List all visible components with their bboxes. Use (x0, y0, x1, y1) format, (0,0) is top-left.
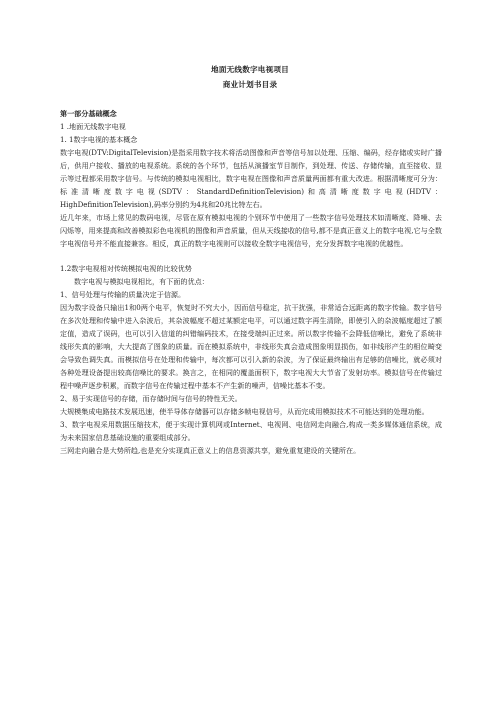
paragraph: 三网走向融合是大势所趋,也是充分实现真正意义上的信息资源共享，避免重复建设的关键所在。 (60, 445, 361, 455)
list-item-heading: 2、易于实现信号的存储，而存储时间与信号的特性无关。 (60, 393, 242, 403)
document-title: 地面无线数字电视项目 (211, 65, 289, 74)
paragraph: 大规模集成电路技术发展迅速，使半导体存储器可以存储多帧电视信号，从而完成用模拟技术不可能达到的处理功能。 (60, 406, 429, 416)
subsection-heading: 1.2数字电视相对传统模拟电视的比较优势 (60, 264, 192, 274)
paragraph: 近几年来，市场上常见的数码电视，尽管在原有模拟电视的个别环节中使用了一些数字信号处理技术如清晰度、降噪、去闪烁等，用来提高和改善模拟彩色电视机的图像和声音质量，但从天线接收的信号,都不是真正意义上的数字电视,它与全数字电视信号并不能直接兼容。相反，真正的数字电视则可以接收全数字电视信号，充分发挥数字电视的优越性。 (60, 212, 442, 248)
subsection-heading: 1. 1数字电视的基本概念 (60, 134, 138, 144)
paragraph-spacer (60, 250, 442, 263)
paragraph: 数字电视(DTV:DigitalTelevision)是指采用数字技术将活动图像和声音等信号加以处理、压缩、编码，经存储或实时广播后，供用户接收、播放的电视系统。系统的各个环节，包括从演播室节目制作，到处理、传送、存储传输，直至接收、显示等过程都采用数字信号。与传统的模拟电视相比，数字电视在图像和声音质量两面都有重大改进。根据清晰度可分为：标准清晰度数字电视(SDTV：StandardDefinitionTelevision)和高清晰度数字电视(HDTV：HighDefinitionTelevision),码率分别约为4兆和20兆比特左右。 (60, 147, 442, 209)
list-item-heading: 1、信号处理与传输的质量决定于信源。 (60, 290, 186, 300)
list-item-heading: 3、数字电视采用数据压缩技术，便于实现计算机网或Internet、电视网、电信网走向融合,构成一类多媒体通信系统，成为未来国家信息基础设施的重要组成部分。 (60, 419, 442, 442)
document-body (60, 108, 442, 458)
paragraph: 因为数字设备只输出1和0两个电平，恢复时不究大小，因而信号稳定，抗干扰强，非常适合远距离的数字传输。数字信号在多次处理和传输中进入杂波后，其杂波幅度不超过某额定电平，可以通过数字再生清除，即使引入的杂波幅度超过了额定值，造成了误码，也可以引入信道的纠错编码技术，在接受端纠正过来。所以数字传输不会降低信噪比，避免了系统非线形失真的影响，大大提高了图象的质量。而在模拟系统中，非线形失真会造成图象明显损伤，如非线形产生的相位畸变会导致色调失真。而模拟信号在处理和传输中，每次都可以引入新的杂波，为了保证最终输出有足够的信噪比，就必须对各种处理设备提出较高信噪比的要求。换言之，在相同的覆盖面积下，数字电视大大节省了发射功率。模拟信号在传输过程中噪声逐步积累，而数字信号在传输过程中基本不产生新的噪声，信噪比基本不变。 (60, 303, 442, 390)
document-subtitle: 商业计划书目录 (222, 80, 278, 89)
paragraph: 数字电视与模拟电视相比，有下面的优点： (74, 277, 209, 287)
section-heading: 第一部分基础概念 (60, 109, 117, 118)
subsection-heading: 1 .地面无线数字电视 (60, 121, 126, 131)
